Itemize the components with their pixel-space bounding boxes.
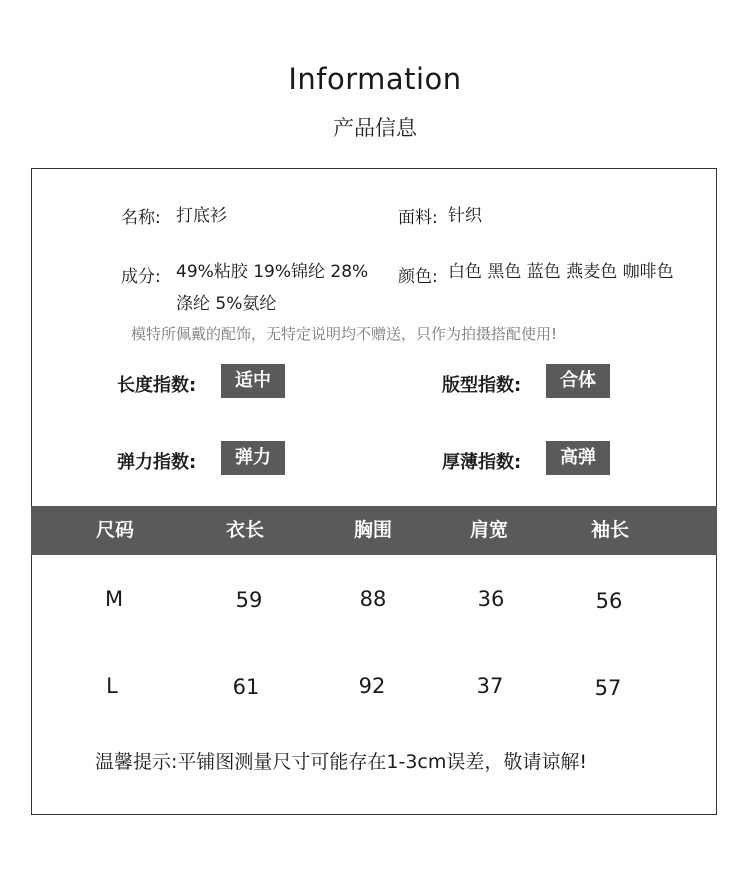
row-l-shoulder: 37 bbox=[476, 674, 504, 698]
size-table-header bbox=[31, 506, 717, 555]
row-m-size: M bbox=[104, 587, 124, 611]
composition-line-1: 49%粘胶 19%锦纶 28% bbox=[176, 262, 369, 282]
composition-line-2: 涤纶 5%氨纶 bbox=[176, 294, 277, 314]
header-shoulder: 肩宽 bbox=[469, 519, 508, 541]
row-m-chest: 88 bbox=[359, 587, 387, 611]
length-index-label: 长度指数: bbox=[117, 375, 197, 396]
thickness-index-tag: 高弹 bbox=[546, 441, 610, 475]
header-sleeve: 袖长 bbox=[590, 519, 629, 541]
name-label: 名称: bbox=[121, 208, 161, 228]
length-index-tag: 适中 bbox=[221, 364, 285, 398]
composition-label: 成分: bbox=[121, 267, 161, 287]
row-l-chest: 92 bbox=[358, 674, 386, 698]
thickness-index-label: 厚薄指数: bbox=[442, 452, 522, 473]
row-m-sleeve: 56 bbox=[595, 589, 623, 613]
fit-index-label: 版型指数: bbox=[442, 375, 522, 396]
header-size: 尺码 bbox=[95, 519, 134, 541]
measurement-tip: 温馨提示:平铺图测量尺寸可能存在1-3cm误差，敬请谅解! bbox=[95, 751, 588, 773]
elastic-index-tag: 弹力 bbox=[221, 441, 285, 475]
row-m-length: 59 bbox=[235, 588, 263, 612]
accessory-note: 模特所佩戴的配饰，无特定说明均不赠送，只作为拍摄搭配使用! bbox=[131, 325, 558, 343]
color-value: 白色 黑色 蓝色 燕麦色 咖啡色 bbox=[448, 262, 674, 282]
row-l-size: L bbox=[106, 674, 118, 698]
fabric-label: 面料: bbox=[398, 208, 438, 228]
color-label: 颜色: bbox=[398, 267, 438, 287]
name-value: 打底衫 bbox=[176, 206, 227, 226]
title-english: Information bbox=[288, 62, 462, 96]
header-length: 衣长 bbox=[225, 519, 264, 541]
fit-index-tag: 合体 bbox=[546, 364, 610, 398]
header-chest: 胸围 bbox=[353, 519, 392, 541]
row-l-length: 61 bbox=[232, 675, 260, 699]
row-m-shoulder: 36 bbox=[477, 587, 505, 611]
elastic-index-label: 弹力指数: bbox=[117, 452, 197, 473]
title-chinese: 产品信息 bbox=[333, 116, 417, 140]
row-l-sleeve: 57 bbox=[594, 676, 622, 700]
fabric-value: 针织 bbox=[448, 206, 482, 226]
